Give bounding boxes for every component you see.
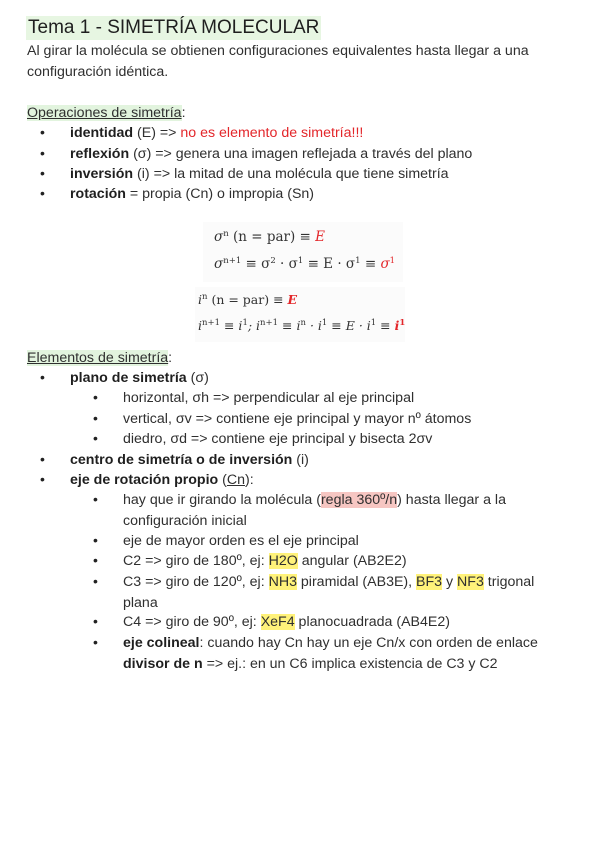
eje-sub-mayor-orden: eje de mayor orden es el eje principal [123, 533, 359, 549]
bullet-dot: • [93, 410, 98, 426]
op-item-rotacion [70, 184, 314, 205]
operaciones-heading-colon: : [181, 105, 186, 121]
elementos-heading [27, 348, 172, 369]
bullet-dot: • [40, 124, 45, 140]
op-text: (σ) => genera una imagen reflejada a través del plano [129, 146, 473, 162]
el-term: plano de simetría [70, 370, 187, 386]
exponent: n+1 [202, 318, 221, 328]
op-warning: no es elemento de simetría!!! [180, 125, 364, 141]
exponent: 1 [355, 256, 361, 266]
formula-result: σ [380, 256, 390, 272]
highlight: regla 360º/n [320, 492, 398, 508]
highlight: BF3 [416, 574, 443, 590]
plano-sub-horizontal: horizontal, σh => perpendicular al eje principal [123, 390, 415, 406]
text: C3 => giro de 120º, ej: [123, 574, 269, 590]
formula-text: ≡ E · i [327, 318, 371, 333]
el-item-plano [70, 368, 209, 389]
formula-text: · σ [275, 256, 298, 272]
formula-text: ≡ i [220, 318, 243, 333]
eje-sub-colineal-cont [123, 654, 498, 675]
highlight: NF3 [457, 574, 484, 590]
inversion-formula-line-1 [198, 292, 297, 307]
op-term: inversión [70, 166, 134, 182]
text: => ej.: en un C6 implica existencia de C3 y C2 [202, 656, 498, 672]
intro-line-1: Al girar la molécula se obtienen configuraciones equivalentes hasta llegar a una [27, 43, 529, 59]
term: divisor de n [123, 656, 203, 672]
op-item-identidad [70, 123, 363, 144]
el-text: ( [218, 472, 227, 488]
eje-sub-regla [123, 490, 506, 511]
text: piramidal (AB3E), [296, 574, 417, 590]
bullet-dot: • [40, 369, 45, 385]
op-text: = propia (Cn) o impropia (Sn) [125, 186, 315, 202]
page-title: Tema 1 - SIMETRÍA MOLECULAR [28, 17, 320, 38]
i-symbol: i [198, 318, 202, 333]
op-item-reflexion [70, 144, 472, 165]
plano-sub-vertical: vertical, σv => contiene eje principal y mayor nº átomos [123, 411, 472, 427]
exponent: 1 [321, 318, 328, 328]
bullet-dot: • [40, 165, 45, 181]
el-term: eje de rotación propio [70, 472, 219, 488]
elementos-heading-colon: : [168, 350, 173, 366]
formula-result: E [287, 292, 298, 307]
exponent: 1 [399, 318, 406, 328]
exponent: n+1 [260, 318, 279, 328]
text: : cuando hay Cn hay un eje Cn/x con orden de enlace [199, 635, 538, 651]
bullet-dot: • [93, 613, 98, 629]
bullet-dot: • [40, 185, 45, 201]
exponent: n [223, 229, 229, 239]
text: y [442, 574, 458, 590]
inversion-formula-line-2 [198, 318, 405, 333]
highlight: XeF4 [260, 614, 295, 630]
plano-sub-diedro: diedro, σd => contiene eje principal y bisecta 2σv [123, 431, 433, 447]
text: hay que ir girando la molécula ( [123, 492, 321, 508]
eje-sub-regla-cont: configuración inicial [123, 513, 247, 529]
bullet-dot: • [93, 634, 98, 650]
i-symbol: i [198, 292, 202, 307]
eje-sub-c3-cont: plana [123, 595, 158, 611]
sigma-symbol: σ [214, 256, 224, 272]
op-item-inversion [70, 164, 449, 185]
el-text: (i) [292, 452, 309, 468]
text: trigonal [483, 574, 535, 590]
highlight: NH3 [268, 574, 297, 590]
exponent: n+1 [223, 256, 242, 266]
formula-text: ≡ E · σ [303, 256, 356, 272]
operaciones-heading-text: Operaciones de simetría [27, 105, 182, 121]
exponent: 1 [370, 318, 377, 328]
el-text: ): [245, 472, 254, 488]
bullet-dot: • [93, 389, 98, 405]
bullet-dot: • [40, 145, 45, 161]
op-term: rotación [70, 186, 126, 202]
elementos-heading-text: Elementos de simetría [27, 350, 169, 366]
bullet-dot: • [93, 430, 98, 446]
text: C4 => giro de 90º, ej: [123, 614, 261, 630]
formula-text: ≡ σ [241, 256, 271, 272]
sigma-formula-line-2 [214, 256, 395, 272]
exponent: 1 [389, 256, 396, 266]
formula-text: ≡ i [278, 318, 301, 333]
eje-sub-c4 [123, 612, 450, 633]
el-item-centro [70, 450, 309, 471]
el-item-eje [70, 470, 254, 491]
exponent: 2 [270, 256, 276, 266]
op-text: (E) => [133, 125, 181, 141]
formula-text: · i [305, 318, 322, 333]
exponent: n [300, 318, 306, 328]
exponent: 1 [242, 318, 248, 328]
formula-text: (n = par) ≡ [207, 292, 288, 307]
formula-text: ≡ [376, 318, 395, 333]
el-cn: Cn [226, 472, 246, 488]
sigma-symbol: σ [214, 229, 224, 245]
formula-text: ; i [247, 318, 261, 333]
op-text: (i) => la mitad de una molécula que tiene simetría [133, 166, 449, 182]
text: angular (AB2E2) [297, 553, 407, 569]
formula-text: ≡ [360, 256, 381, 272]
el-text: (σ) [186, 370, 209, 386]
bullet-dot: • [93, 552, 98, 568]
intro-line-2: configuración idéntica. [27, 64, 169, 80]
op-term: identidad [70, 125, 134, 141]
formula-result: E [315, 229, 326, 245]
term: eje colineal [123, 635, 200, 651]
text: C2 => giro de 180º, ej: [123, 553, 269, 569]
bullet-dot: • [93, 573, 98, 589]
highlight: H2O [268, 553, 298, 569]
eje-sub-c3 [123, 572, 534, 593]
bullet-dot: • [40, 451, 45, 467]
text: planocuadrada (AB4E2) [294, 614, 450, 630]
operaciones-heading [27, 103, 186, 124]
sigma-formula-line-1 [214, 229, 325, 245]
formula-text: (n = par) ≡ [228, 229, 316, 245]
op-term: reflexión [70, 146, 130, 162]
text: ) hasta llegar a la [397, 492, 506, 508]
bullet-dot: • [40, 471, 45, 487]
formula-result: i [394, 318, 400, 333]
bullet-dot: • [93, 491, 98, 507]
el-term: centro de simetría o de inversión [70, 452, 293, 468]
bullet-dot: • [93, 532, 98, 548]
exponent: 1 [297, 256, 304, 266]
exponent: n [202, 292, 208, 302]
eje-sub-c2 [123, 551, 407, 572]
eje-sub-colineal [123, 633, 538, 654]
